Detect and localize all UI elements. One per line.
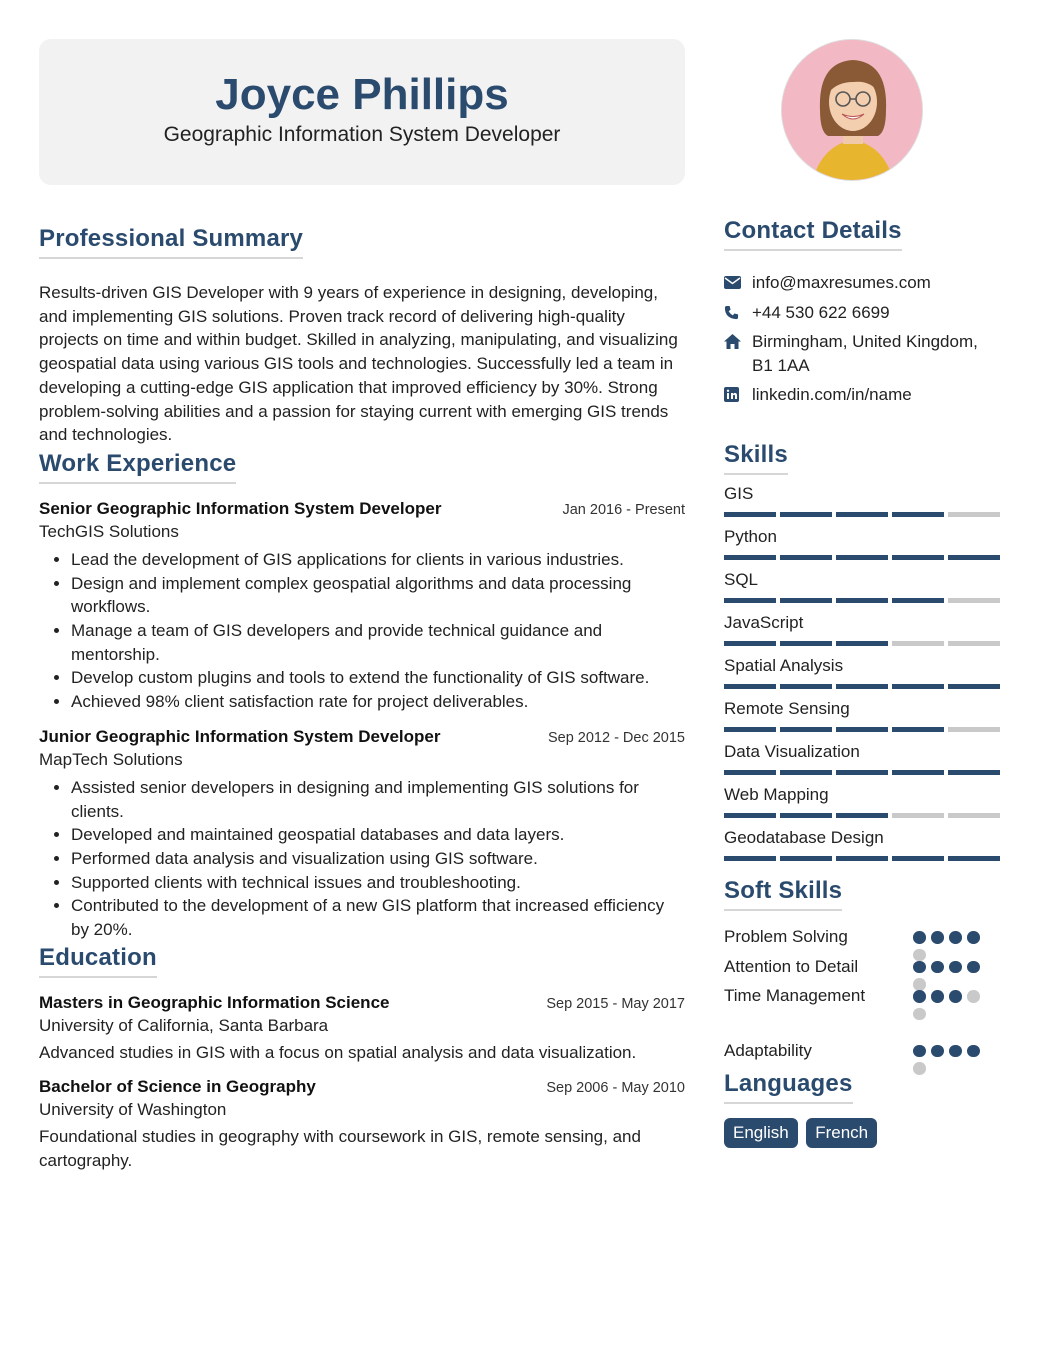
summary-text: Results-driven GIS Developer with 9 years of experience in designing, developing, and implementing GIS solutions. Proven track record of delivering high-quality projects on time and within budget. Skilled in analyzing, manipulating, and visualizing geospatial data using various GIS tools and technologies. Successfully led a team in developing a cutting-edge GIS application that improved efficiency by 30%. Strong problem-solving abilities and a passion for staying current with emerging GIS trends and technologies. bbox=[39, 283, 678, 445]
job-bullet: • Performed data analysis and visualization using GIS software. bbox=[71, 847, 685, 871]
skill-level-segment bbox=[780, 684, 832, 689]
skill-item bbox=[724, 612, 1002, 646]
contact-phone[interactable]: +44 530 622 6699 bbox=[752, 302, 890, 322]
education-section bbox=[39, 944, 685, 1173]
job-bullet: • Design and implement complex geospatial algorithms and data processing workflows. bbox=[71, 572, 685, 619]
skill-name: Geodatabase Design bbox=[724, 828, 884, 847]
skill-level-segment bbox=[948, 856, 1000, 861]
skill-item bbox=[724, 741, 1002, 775]
rating-dot bbox=[931, 1045, 944, 1058]
job-company: TechGIS Solutions bbox=[39, 521, 179, 541]
languages-section bbox=[724, 1070, 1002, 1148]
skill-level-segment bbox=[836, 684, 888, 689]
skill-item bbox=[724, 569, 1002, 603]
skill-level-segment bbox=[780, 813, 832, 818]
soft-skill-item bbox=[724, 982, 1002, 1012]
job-title: Junior Geographic Information System Developer bbox=[39, 726, 441, 746]
home-icon bbox=[724, 330, 752, 354]
soft-skill-name: Time Management bbox=[724, 986, 866, 1005]
job-bullet: • Contributed to the development of a new GIS platform that increased efficiency by 20%. bbox=[71, 894, 685, 941]
job-bullet: • Lead the development of GIS applications for clients in various industries. bbox=[71, 548, 685, 572]
skill-level-segment bbox=[892, 512, 944, 517]
degree-title: Bachelor of Science in Geography bbox=[39, 1077, 316, 1097]
skill-level-segment bbox=[948, 555, 1000, 560]
soft-skills-list bbox=[724, 923, 1002, 1066]
languages-heading: Languages bbox=[724, 1070, 853, 1104]
job-bullet: • Develop custom plugins and tools to extend the functionality of GIS software. bbox=[71, 666, 685, 690]
skill-level-bar bbox=[724, 813, 1002, 818]
skill-level-bar bbox=[724, 512, 1002, 517]
avatar bbox=[782, 40, 923, 181]
skill-level-bar bbox=[724, 684, 1002, 689]
education-heading: Education bbox=[39, 944, 157, 978]
linkedin-icon bbox=[724, 383, 752, 407]
languages-list bbox=[724, 1118, 1002, 1148]
job-company: MapTech Solutions bbox=[39, 749, 183, 769]
skill-level-segment bbox=[780, 727, 832, 732]
rating-dot bbox=[949, 1045, 962, 1058]
header-box bbox=[39, 39, 685, 185]
skills-section bbox=[724, 441, 1002, 870]
education-entry bbox=[39, 1077, 685, 1172]
job-bullet: • Achieved 98% client satisfaction rate for project deliverables. bbox=[71, 690, 685, 714]
rating-dot bbox=[913, 1045, 926, 1058]
skill-name: Web Mapping bbox=[724, 785, 829, 804]
skill-level-segment bbox=[948, 770, 1000, 775]
skill-level-segment bbox=[948, 512, 1000, 517]
education-desc: Advanced studies in GIS with a focus on spatial analysis and data visualization. bbox=[39, 1042, 637, 1062]
skill-level-segment bbox=[724, 813, 776, 818]
skill-level-segment bbox=[724, 641, 776, 646]
skill-level-bar bbox=[724, 727, 1002, 732]
skill-item bbox=[724, 827, 1002, 861]
skill-level-segment bbox=[836, 813, 888, 818]
skill-level-segment bbox=[724, 555, 776, 560]
job-bullets bbox=[39, 776, 685, 942]
skill-level-segment bbox=[836, 856, 888, 861]
soft-skill-item bbox=[724, 1037, 1002, 1067]
rating-dot bbox=[949, 990, 962, 1003]
experience-heading: Work Experience bbox=[39, 450, 236, 484]
skill-level-bar bbox=[724, 598, 1002, 603]
skill-level-bar bbox=[724, 641, 1002, 646]
soft-skill-name: Adaptability bbox=[724, 1040, 812, 1060]
main-column bbox=[39, 39, 685, 1173]
rating-dot bbox=[913, 961, 926, 974]
skill-name: Spatial Analysis bbox=[724, 656, 844, 675]
skill-level-segment bbox=[836, 770, 888, 775]
experience-section bbox=[39, 450, 685, 942]
language-tag: French bbox=[806, 1118, 877, 1148]
skill-level-segment bbox=[836, 512, 888, 517]
skill-level-segment bbox=[892, 770, 944, 775]
rating-dot bbox=[913, 1008, 926, 1021]
rating-dot bbox=[967, 961, 980, 974]
summary-section bbox=[39, 225, 685, 447]
rating-dot bbox=[967, 931, 980, 944]
skill-level-segment bbox=[780, 641, 832, 646]
skill-name: JavaScript bbox=[724, 613, 804, 632]
skill-name: Data Visualization bbox=[724, 742, 860, 761]
skill-level-segment bbox=[780, 555, 832, 560]
rating-dot bbox=[913, 990, 926, 1003]
skill-level-segment bbox=[948, 813, 1000, 818]
soft-skills-heading: Soft Skills bbox=[724, 877, 842, 911]
degree-title: Masters in Geographic Information Science bbox=[39, 992, 390, 1012]
soft-skill-item bbox=[724, 953, 1002, 983]
school-name: University of Washington bbox=[39, 1100, 227, 1120]
contact-address: Birmingham, United Kingdom, B1 1AA bbox=[752, 332, 978, 375]
profile-photo bbox=[781, 39, 923, 181]
skill-item bbox=[724, 655, 1002, 689]
job-title: Senior Geographic Information System Developer bbox=[39, 498, 442, 518]
skill-level-segment bbox=[892, 598, 944, 603]
skill-name: Python bbox=[724, 527, 777, 546]
skill-level-segment bbox=[892, 555, 944, 560]
skill-level-bar bbox=[724, 856, 1002, 861]
summary-heading: Professional Summary bbox=[39, 225, 303, 259]
skill-level-segment bbox=[780, 598, 832, 603]
skill-level-segment bbox=[724, 598, 776, 603]
skill-level-segment bbox=[948, 641, 1000, 646]
rating-dot bbox=[967, 990, 980, 1003]
skill-level-segment bbox=[836, 727, 888, 732]
skill-name: GIS bbox=[724, 484, 754, 503]
education-date: Sep 2006 - May 2010 bbox=[546, 1080, 685, 1097]
soft-skills-section bbox=[724, 877, 1002, 1066]
skills-list bbox=[724, 483, 1002, 861]
job-bullets bbox=[39, 548, 685, 714]
skill-level-segment bbox=[780, 770, 832, 775]
skill-level-segment bbox=[892, 727, 944, 732]
skill-level-segment bbox=[892, 684, 944, 689]
phone-icon bbox=[724, 301, 752, 325]
contact-phone-row bbox=[724, 301, 1002, 325]
skill-level-segment bbox=[780, 856, 832, 861]
job-bullet: • Assisted senior developers in designing and implementing GIS solutions for clients. bbox=[71, 776, 685, 823]
skill-level-segment bbox=[724, 727, 776, 732]
skill-level-segment bbox=[836, 641, 888, 646]
school-name: University of California, Santa Barbara bbox=[39, 1015, 329, 1035]
skill-name: Remote Sensing bbox=[724, 699, 850, 718]
skill-item bbox=[724, 483, 1002, 517]
candidate-title: Geographic Information System Developer bbox=[163, 123, 561, 146]
rating-dot bbox=[931, 990, 944, 1003]
skills-heading: Skills bbox=[724, 441, 788, 475]
skill-name: SQL bbox=[724, 570, 759, 589]
soft-skill-rating bbox=[913, 990, 993, 1020]
envelope-icon bbox=[724, 271, 752, 295]
skill-level-segment bbox=[724, 770, 776, 775]
skill-level-segment bbox=[948, 727, 1000, 732]
job-entry bbox=[39, 499, 685, 714]
soft-skill-item bbox=[724, 923, 1002, 953]
education-date: Sep 2015 - May 2017 bbox=[546, 995, 685, 1012]
contact-section bbox=[724, 217, 1002, 413]
language-tag: English bbox=[724, 1118, 798, 1148]
skill-level-bar bbox=[724, 770, 1002, 775]
rating-dot bbox=[949, 961, 962, 974]
skill-item bbox=[724, 526, 1002, 560]
soft-skill-name: Problem Solving bbox=[724, 927, 848, 946]
candidate-name: Joyce Phillips bbox=[215, 70, 509, 119]
skill-level-segment bbox=[724, 512, 776, 517]
rating-dot bbox=[931, 961, 944, 974]
job-entry bbox=[39, 727, 685, 942]
job-bullet: • Developed and maintained geospatial databases and data layers. bbox=[71, 823, 685, 847]
soft-skill-name: Attention to Detail bbox=[724, 956, 859, 976]
skill-level-segment bbox=[892, 813, 944, 818]
skill-level-segment bbox=[892, 856, 944, 861]
rating-dot bbox=[913, 931, 926, 944]
job-bullet: • Manage a team of GIS developers and provide technical guidance and mentorship. bbox=[71, 619, 685, 666]
skill-level-bar bbox=[724, 555, 1002, 560]
skill-level-segment bbox=[724, 684, 776, 689]
skill-level-segment bbox=[948, 598, 1000, 603]
skill-item bbox=[724, 698, 1002, 732]
skill-level-segment bbox=[948, 684, 1000, 689]
rating-dot bbox=[931, 931, 944, 944]
contact-email-row bbox=[724, 271, 1002, 295]
contact-linkedin[interactable]: linkedin.com/in/name bbox=[752, 385, 912, 404]
contact-linkedin-row bbox=[724, 383, 1002, 407]
rating-dot bbox=[949, 931, 962, 944]
skill-level-segment bbox=[724, 856, 776, 861]
job-date: Sep 2012 - Dec 2015 bbox=[547, 729, 685, 746]
skill-item bbox=[724, 784, 1002, 818]
skill-level-segment bbox=[780, 512, 832, 517]
skill-level-segment bbox=[836, 598, 888, 603]
rating-dot bbox=[967, 1045, 980, 1058]
job-bullet: • Supported clients with technical issues and troubleshooting. bbox=[71, 871, 685, 895]
contact-email[interactable]: info@maxresumes.com bbox=[752, 273, 931, 292]
education-desc: Foundational studies in geography with coursework in GIS, remote sensing, and cartography. bbox=[39, 1127, 641, 1171]
contact-heading: Contact Details bbox=[724, 217, 902, 251]
education-entry bbox=[39, 993, 685, 1065]
contact-address-row bbox=[724, 330, 1002, 377]
skill-level-segment bbox=[892, 641, 944, 646]
job-date: Jan 2016 - Present bbox=[562, 501, 685, 518]
skill-level-segment bbox=[836, 555, 888, 560]
